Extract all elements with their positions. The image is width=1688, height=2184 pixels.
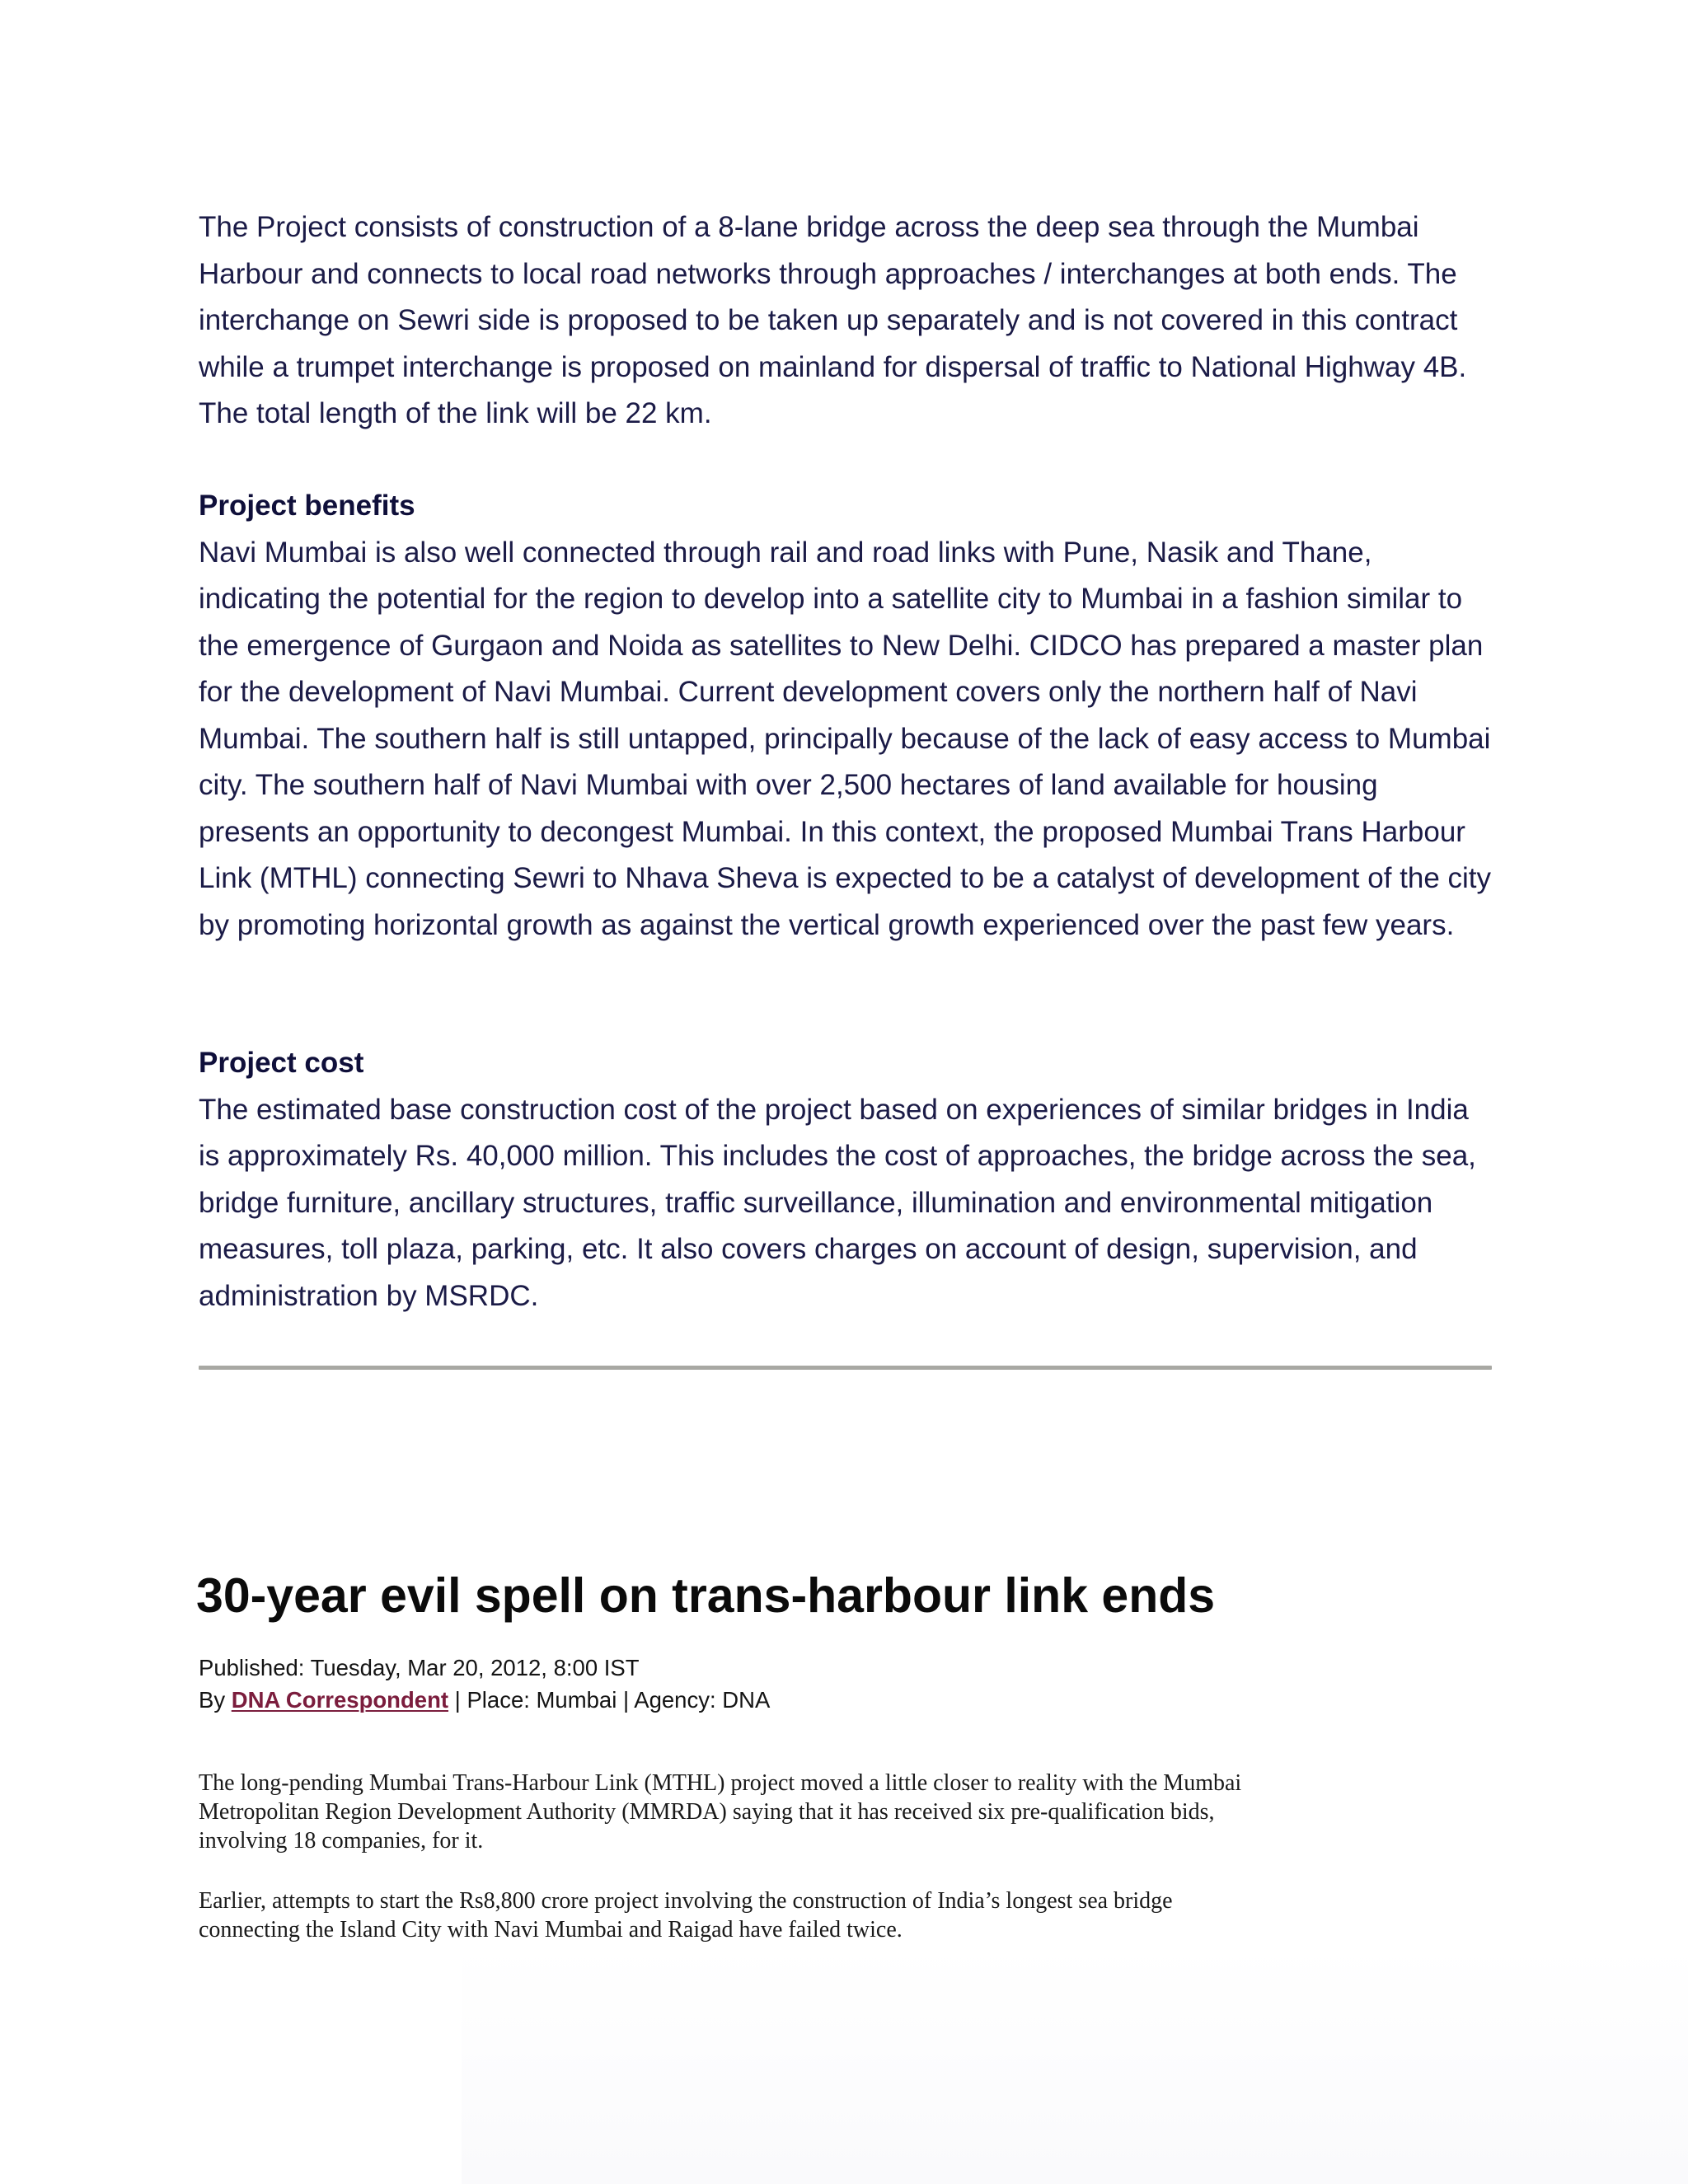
- article-headline: 30-year evil spell on trans-harbour link ends: [196, 1568, 1216, 1623]
- project-cost-section: [199, 1040, 1493, 1319]
- published-date: Published: Tuesday, Mar 20, 2012, 8:00 IST: [199, 1655, 640, 1680]
- project-description-paragraph: The Project consists of construction of a 8-lane bridge across the deep sea through the Mumbai Harbour and connects to local road networks through approaches / interchanges at both ends. The interchange on Sewri side is proposed to be taken up separately and is not covered in this contract while a trumpet interchange is proposed on mainland for dispersal of traffic to National Highway 4B. The total length of the link will be 22 km.: [199, 211, 1467, 429]
- article-paragraph: The long-pending Mumbai Trans-Harbour Link (MTHL) project moved a little closer to reality with the Mumbai Metropolitan Region Development Authority (MMRDA) saying that it has received six pre-qualification bids, involving 18 companies, for it.: [199, 1770, 1242, 1854]
- author-link[interactable]: DNA Correspondent: [231, 1686, 449, 1713]
- project-cost-paragraph: The estimated base construction cost of the project based on experiences of similar bridges in India is approximately Rs. 40,000 million. This includes the cost of approaches, the bridge across the sea, bridge furniture, ancillary structures, traffic surveillance, illumination and environmental mitigation measures, toll plaza, parking, etc. It also covers charges on account of design, supervision, and administration by MSRDC.: [199, 1093, 1476, 1312]
- project-benefits-paragraph: Navi Mumbai is also well connected through rail and road links with Pune, Nasik and Thane, indicating the potential for the region to develop into a satellite city to Mumbai in a fashion similar to the emergence of Gurgaon and Noida as satellites to New Delhi. CIDCO has prepared a master plan for the development of Navi Mumbai. Current development covers only the northern half of Navi Mumbai. The southern half is still untapped, principally because of the lack of easy access to Mumbai city. The southern half of Navi Mumbai with over 2,500 hectares of land available for housing presents an opportunity to decongest Mumbai. In this context, the proposed Mumbai Trans Harbour Link (MTHL) connecting Sewri to Nhava Sheva is expected to be a catalyst of development of the city by promoting horizontal growth as against the vertical growth experienced over the past few years.: [199, 536, 1492, 941]
- article-paragraph: Earlier, attempts to start the Rs8,800 crore project involving the construction of India’s longest sea bridge connecting the Island City with Navi Mumbai and Raigad have failed twice.: [199, 1888, 1173, 1943]
- page-shading: [462, 1945, 1688, 2184]
- project-benefits-heading: Project benefits: [199, 490, 415, 522]
- section-divider: [199, 1366, 1492, 1370]
- project-description-section: [199, 204, 1493, 438]
- project-cost-heading: Project cost: [199, 1047, 364, 1079]
- place-agency: | Place: Mumbai | Agency: DNA: [448, 1686, 771, 1713]
- project-benefits-section: [199, 483, 1493, 949]
- byline-prefix: By: [199, 1686, 232, 1713]
- byline: [199, 1685, 1353, 1717]
- article-meta: [199, 1652, 1353, 1716]
